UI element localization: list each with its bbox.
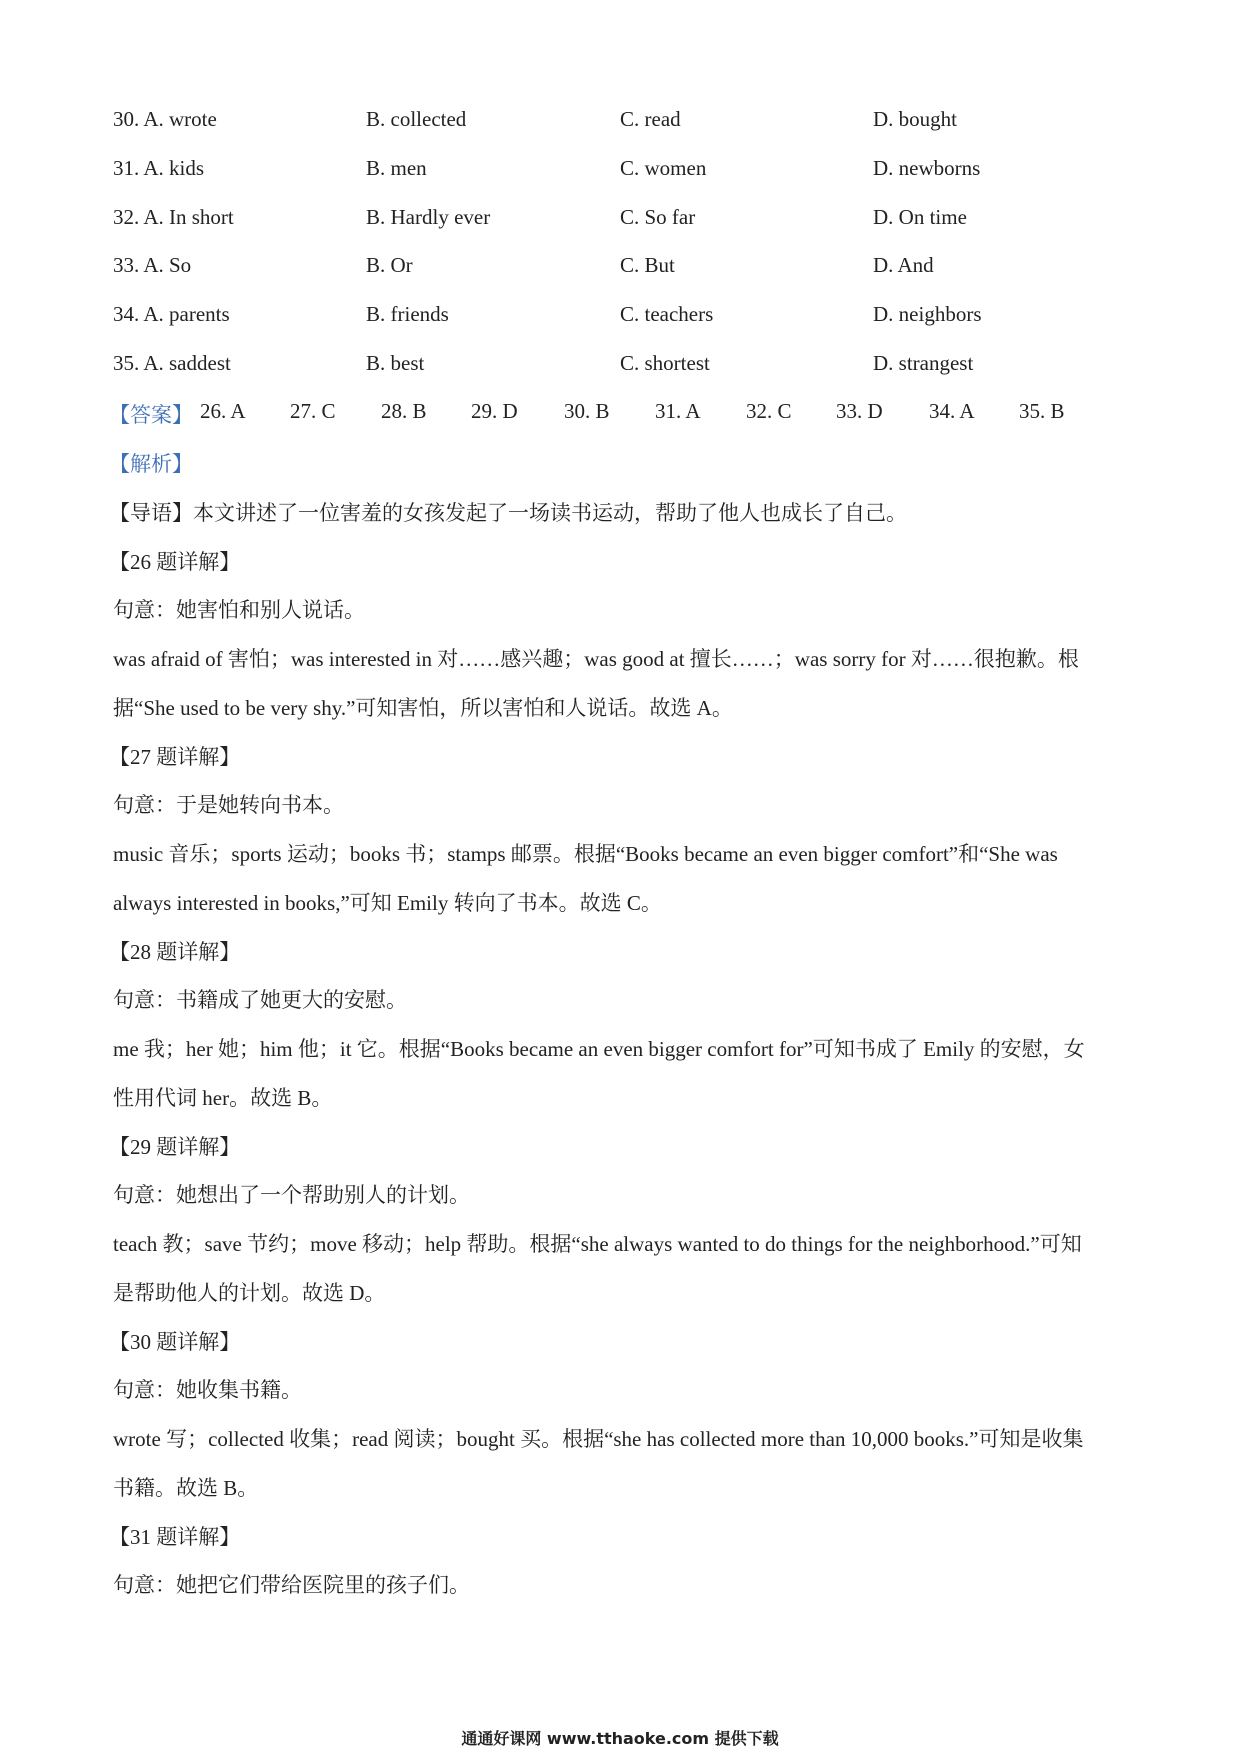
option-a: 31. A. kids: [113, 156, 205, 180]
explanation-line: 性用代词 her。故选 B。: [113, 1086, 333, 1110]
intro-paragraph: 【导语】本文讲述了一位害羞的女孩发起了一场读书运动，帮助了他人也成长了自己。: [109, 501, 907, 525]
option-row-34: [113, 302, 1133, 336]
answer-item: 26. A: [200, 399, 246, 423]
option-c: C. read: [620, 107, 681, 131]
option-c: C. women: [620, 156, 707, 180]
option-a: 34. A. parents: [113, 302, 230, 326]
explanation-line: music 音乐；sports 运动；books 书；stamps 邮票。根据“Books became an even bigger comfort”和“She was: [113, 842, 1058, 866]
option-a: 35. A. saddest: [113, 351, 231, 375]
option-b: B. collected: [366, 107, 467, 131]
explanation-line: wrote 写；collected 收集；read 阅读；bought 买。根据“she has collected more than 10,000 books.”可知是收集: [113, 1427, 1084, 1451]
option-row-32: [113, 205, 1133, 239]
sentence-meaning: 句意：她收集书籍。: [113, 1378, 302, 1402]
option-a: 33. A. So: [113, 253, 192, 277]
option-a: 32. A. In short: [113, 205, 234, 229]
sentence-meaning: 句意：书籍成了她更大的安慰。: [113, 988, 407, 1012]
explanation-line: me 我；her 她；him 他；it 它。根据“Books became an even bigger comfort for”可知书成了 Emily 的安慰，女: [113, 1037, 1085, 1061]
option-d: D. newborns: [873, 156, 981, 180]
option-d: D. strangest: [873, 351, 974, 375]
option-row-33: [113, 253, 1133, 287]
explanation-line: teach 教；save 节约；move 移动；help 帮助。根据“she always wanted to do things for the neighborhood.”可知: [113, 1232, 1082, 1256]
option-row-35: [113, 351, 1133, 385]
sentence-meaning: 句意：于是她转向书本。: [113, 793, 344, 817]
answer-item: 28. B: [381, 399, 427, 423]
answer-item: 31. A: [655, 399, 701, 423]
explanation-line: 是帮助他人的计划。故选 D。: [113, 1281, 386, 1305]
question-heading-27: 【27 题详解】: [109, 745, 241, 769]
answer-row: [109, 399, 1133, 433]
explanation-line: always interested in books,”可知 Emily 转向了书本。故选 C。: [113, 891, 662, 915]
answer-item: 35. B: [1019, 399, 1065, 423]
question-heading-30: 【30 题详解】: [109, 1330, 241, 1354]
option-c: C. So far: [620, 205, 696, 229]
answer-item: 29. D: [471, 399, 518, 423]
question-heading-26: 【26 题详解】: [109, 550, 241, 574]
sentence-meaning: 句意：她把它们带给医院里的孩子们。: [113, 1573, 470, 1597]
question-heading-29: 【29 题详解】: [109, 1135, 241, 1159]
question-heading-31: 【31 题详解】: [109, 1525, 241, 1549]
option-b: B. men: [366, 156, 427, 180]
explanation-line: 书籍。故选 B。: [113, 1476, 259, 1500]
analysis-label: 【解析】: [109, 452, 193, 476]
option-a: 30. A. wrote: [113, 107, 217, 131]
answer-item: 30. B: [564, 399, 610, 423]
option-b: B. Hardly ever: [366, 205, 491, 229]
answer-item: 32. C: [746, 399, 792, 423]
option-c: C. But: [620, 253, 675, 277]
answer-item: 27. C: [290, 399, 336, 423]
option-b: B. Or: [366, 253, 413, 277]
option-row-30: [113, 107, 1133, 141]
answer-item: 33. D: [836, 399, 883, 423]
option-d: D. bought: [873, 107, 957, 131]
answer-label: 【答案】: [109, 403, 193, 427]
option-c: C. teachers: [620, 302, 714, 326]
explanation-line: was afraid of 害怕；was interested in 对……感兴趣；was good at 擅长……；was sorry for 对……很抱歉。根: [113, 647, 1079, 671]
question-heading-28: 【28 题详解】: [109, 940, 241, 964]
answer-item: 34. A: [929, 399, 975, 423]
sentence-meaning: 句意：她害怕和别人说话。: [113, 598, 365, 622]
option-b: B. best: [366, 351, 425, 375]
option-row-31: [113, 156, 1133, 190]
option-b: B. friends: [366, 302, 449, 326]
explanation-line: 据“She used to be very shy.”可知害怕，所以害怕和人说话。故选 A。: [113, 696, 733, 720]
option-d: D. And: [873, 253, 934, 277]
page-footer: 通通好课网 www.tthaoke.com 提供下载: [461, 1729, 779, 1748]
option-c: C. shortest: [620, 351, 710, 375]
option-d: D. On time: [873, 205, 967, 229]
sentence-meaning: 句意：她想出了一个帮助别人的计划。: [113, 1183, 470, 1207]
option-d: D. neighbors: [873, 302, 982, 326]
